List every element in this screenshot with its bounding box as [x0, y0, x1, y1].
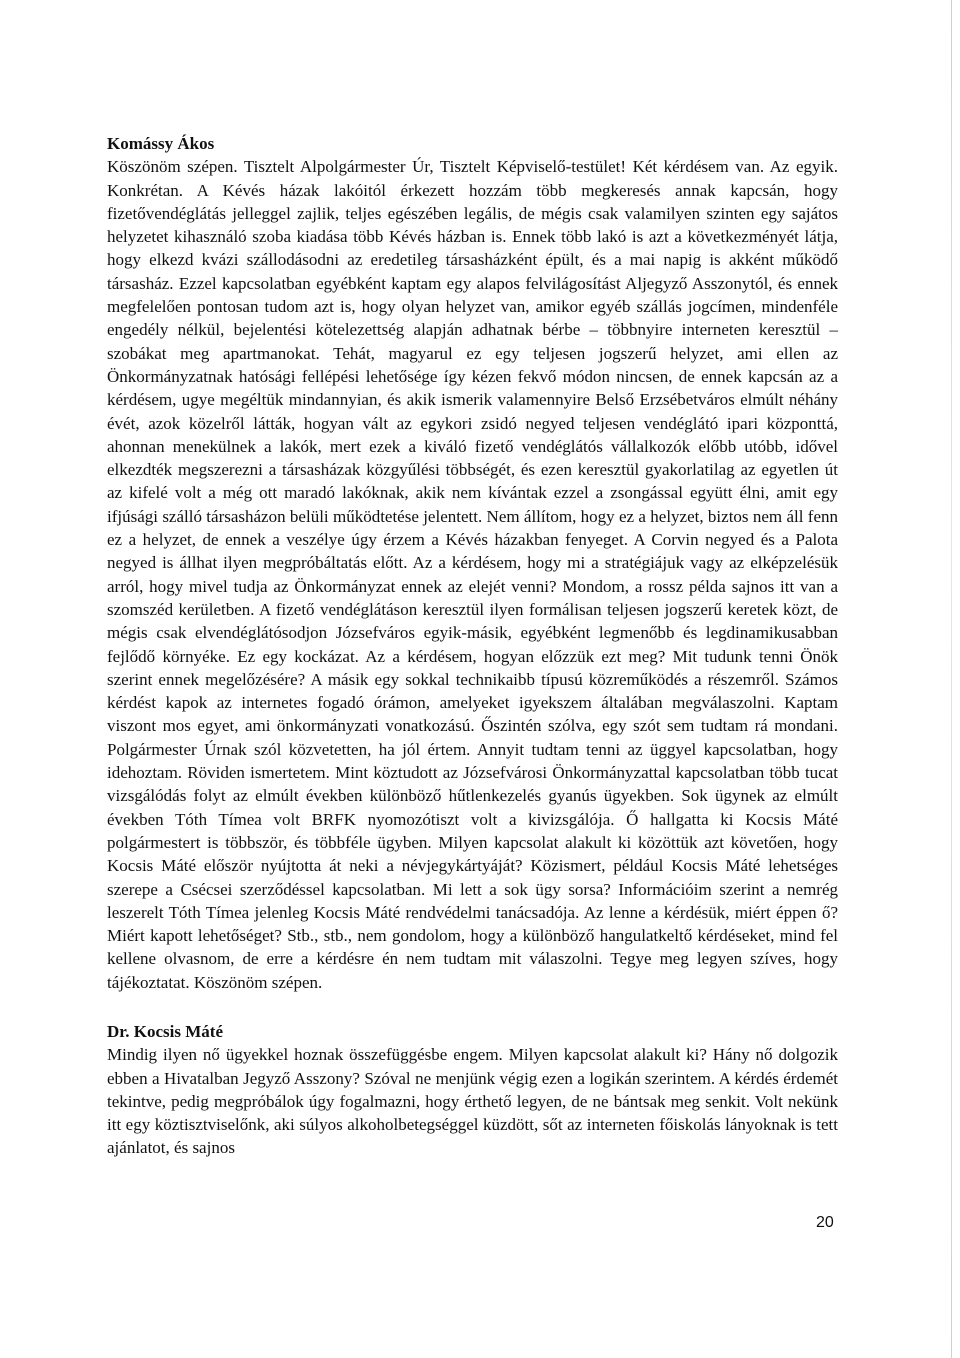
speaker-name: Komássy Ákos [107, 134, 215, 153]
transcript-body [107, 132, 838, 1160]
speaker-block-komassy [107, 132, 838, 994]
page-number: 20 [816, 1214, 834, 1231]
speech-paragraph: Köszönöm szépen. Tisztelt Alpolgármester Úr, Tisztelt Képviselő-testület! Két kérdésem van. Az egyik. Konkrétan. A Kévés házak lakóitól érkezett hozzám több megkeresés annak kapcsán, hogy fizetővendéglátás jelleggel zajlik, teljes egészében legális, de mégis csak valamilyen szinten egy sajátos helyzetet kihasználó szoba kiadása több Kévés házban is. Ennek több lakó is azt a következményét látja, hogy elkezd kvázi szállodásodni az eredetileg társasházként épült, és a mai napig is akként működő társasház. Ezzel kapcsolatban egyébként kaptam egy alapos felvilágosítást Aljegyző Asszonytól, és ennek megfelelően pontosan tudom azt is, hogy olyan helyzet van, amikor egyéb szállás jogcímen, mindenféle engedély nélkül, bejelentési kötelezettség alapján adhatnak bérbe – többnyire interneten keresztül – szobákat meg apartmanokat. Tehát, magyarul ez egy teljesen jogszerű helyzet, ami ellen az Önkormányzatnak hatósági fellépési lehetősége így kézen fekvő módon nincsen, de ennek kapcsán az a kérdésem, ugye megéltük mindannyian, és akik ismerik valamennyire Belső Erzsébetváros elmúlt néhány évét, azok közelről látták, hogyan vált az egykori zsidó negyed teljesen vendéglátó ipari központtá, ahonnan menekülnek a lakók, mert ezek a kiváló fizető vendéglátós vállalkozók előbb utóbb, idővel elkezdték megszerezni a társasházak közgyűlési többségét, és ezen keresztül gyakorlatilag az egyetlen út az kifelé volt a még ott maradó lakóknak, akik nem kívántak ezzel a zsongással együtt élni, amit egy ifjúsági szálló társasházon belüli működtetése jelentett. Nem állítom, hogy ez a helyzet, biztos nem áll fenn ez a helyzet, de ennek a veszélye úgy érzem a Kévés házakban fenyeget. A Corvin negyed és a Palota negyed is állhat ilyen megpróbáltatás előtt. Az a kérdésem, hogy mi a stratégiájuk vagy az elképzelésük arról, hogy mivel tudja az Önkormányzat ennek az elejét venni? Mondom, a rossz példa sajnos itt van a szomszéd kerületben. A fizető vendéglátáson keresztül ilyen formálisan teljesen jogszerű keretek közt, de mégis csak elvendéglátósodjon Józsefváros egyik-másik, egyébként legmenőbb és legdinamikusabban fejlődő környéke. Ez egy kockázat. Az a kérdésem, hogyan előzzük ezt meg? Mit tudunk tenni Önök szerint ennek megelőzésére? A másik egy sokkal technikaibb típusú közreműködés a részemről. Számos kérdést kapok az internetes fogadó órámon, amelyeket igyekszem általában megválaszolni. Kaptam viszont mos egyet, ami önkormányzati vonatkozású. Őszintén szólva, egy szót sem tudtam rá mondani. Polgármester Úrnak szól közvetetten, ha jól értem. Annyit tudtam tenni az üggyel kapcsolatban, hogy idehoztam. Röviden ismertetem. Mint köztudott az Józsefvárosi Önkormányzattal kapcsolatban több tucat vizsgálódás folyt az elmúlt években különböző hűtlenkezelés gyanús ügyekben. Sok ügynek az elmúlt években Tóth Tímea volt BRFK nyomozótiszt volt a kivizsgálója. Ő hallgatta ki Kocsis Máté polgármestert is többször, és többféle ügyben. Milyen kapcsolat alakult ki közöttük azt követően, hogy Kocsis Máté először nyújtotta át neki a névjegykártyáját? Közismert, például Kocsis Máté lehetséges szerepe a Csécsei szerződéssel kapcsolatban. Mi lett a sok ügy sorsa? Információim szerint a nemrég leszerelt Tóth Tímea jelenleg Kocsis Máté rendvédelmi tanácsadója. Az lenne a kérdésük, miért éppen ő? Miért kapott lehetőséget? Stb., stb., nem gondolom, hogy a különböző hangulatkeltő kérdéseket, mind fel kellene olvasnom, de erre a kérdésre én nem tudtam mit válaszolni. Tegye meg legyen szíves, hogy tájékoztatat. Köszönöm szépen. [107, 157, 838, 992]
block-spacer [107, 994, 838, 1020]
speaker-name: Dr. Kocsis Máté [107, 1021, 223, 1041]
scan-edge-line [951, 0, 952, 1358]
speech-paragraph: Mindig ilyen nő ügyekkel hoznak összefüggésbe engem. Milyen kapcsolat alakult ki? Hány nő dolgozik ebben a Hivatalban Jegyző Asszony? Szóval ne menjünk végig ezen a logikán szerintem. A kérdés érdemét tekintve, pedig megpróbálok úgy fogalmazni, hogy érthető legyen, de ne bántsak meg senkit. Volt nekünk itt egy köztisztviselőnk, aki súlyos alkoholbetegséggel küzdött, sőt az interneten főiskolás lányoknak is tett ajánlatot, és sajnos [107, 1045, 838, 1158]
speaker-block-kocsis [107, 1020, 838, 1160]
